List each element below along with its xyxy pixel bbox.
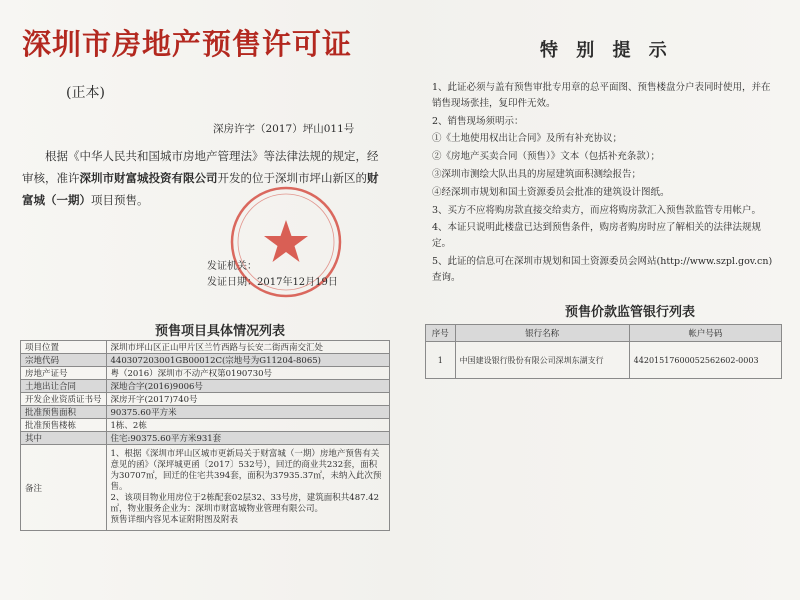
row-label: 开发企业资质证书号 [21, 393, 107, 406]
approval-text-part-3: 项目预售。 [91, 193, 149, 207]
project-name: 财富城（一期） [22, 171, 379, 207]
table-row [21, 380, 390, 393]
notice-item: ②《房地产买卖合同（预售）》文本（包括补充条款）； [432, 151, 661, 163]
table-row [21, 419, 390, 432]
approval-text-part-1: 根据《中华人民共和国城市房地产管理法》等法律法规的规定，经审核，准许 [22, 149, 379, 185]
bank-account: 44201517600052562602-0003 [629, 342, 781, 379]
notice-title: 特 别 提 示 [540, 40, 673, 61]
remark-line: 预售详细内容见本证附附图及附表 [110, 515, 239, 525]
bank-table [425, 324, 782, 379]
copy-note: (正本) [66, 85, 105, 101]
issue-date: 发证日期：2017年12月19日 [207, 277, 338, 288]
notice-item: ①《土地使用权出让合同》及所有补充协议； [432, 133, 623, 145]
notice-item: 4、本证只说明此楼盘已达到预售条件，购房者购房时应了解相关的法律法规规定。 [432, 222, 762, 250]
table-row [21, 432, 390, 445]
row-label: 房地产证号 [21, 367, 107, 380]
row-label: 土地出让合同 [21, 380, 107, 393]
row-value: 深房开字(2017)740号 [106, 393, 389, 406]
notice-item: ④经深圳市规划和国土资源委员会批准的建筑设计图纸。 [432, 186, 670, 198]
notice-item: 5、此证的信息可在深圳市规划和国土资源委员会网站(http://www.szpl.gov.cn)查询。 [432, 255, 773, 283]
developer-name: 深圳市财富城投资有限公司 [79, 171, 218, 185]
row-value: 住宅:90375.60平方米931套 [106, 432, 389, 445]
row-value: 深圳市坪山区正山甲片区兰竹西路与长安二街西南交汇处 [106, 341, 389, 354]
notice-item: 1、此证必须与盖有预售审批专用章的总平面图、预售楼盘分户表同时使用，并在销售现场张挂，复印件无效。 [432, 82, 771, 109]
notice-item: ③深圳市测绘大队出具的房屋建筑面积测绘报告； [432, 168, 642, 180]
issuer-block [207, 259, 338, 291]
row-label: 批准预售楼栋 [21, 419, 107, 432]
remark-content [106, 445, 389, 531]
row-value: 440307203001GB00012C(宗地号为G11204-8065) [106, 354, 389, 367]
project-details-table [20, 340, 390, 531]
column-header: 序号 [426, 325, 456, 342]
row-label: 宗地代码 [21, 354, 107, 367]
approval-text-part-2: 开发的位于深圳市坪山新区的 [217, 171, 367, 185]
table-row [21, 367, 390, 380]
project-table-title: 预售项目具体情况列表 [154, 324, 285, 339]
remark-row [21, 445, 390, 531]
certificate-title: 深圳市房地产预售许可证 [22, 27, 353, 61]
column-header: 银行名称 [455, 325, 629, 342]
row-label: 其中 [21, 432, 107, 445]
remark-line: 1、根据《深圳市坪山区城市更新局关于财富城（一期）房地产预售有关意见的函》（深坪城更函〔2017〕532号），回迁的商业共232套，面积为30707㎡，回迁的住宅共394套，面积为37935.37㎡，未纳入此次预售。 [110, 449, 382, 492]
row-label: 批准预售面积 [21, 406, 107, 419]
row-value: 粤（2016）深圳市不动产权第0190730号 [106, 367, 389, 380]
remark-label: 备注 [21, 445, 107, 531]
column-header: 帐户号码 [629, 325, 781, 342]
bank-table-title: 预售价款监管银行列表 [564, 305, 695, 320]
table-row [426, 342, 782, 379]
row-label: 项目位置 [21, 341, 107, 354]
notice-item: 2、销售现场须明示： [432, 115, 524, 127]
row-value: 90375.60平方米 [106, 406, 389, 419]
table-row [21, 341, 390, 354]
issuer-label: 发证机关： [207, 261, 257, 272]
notice-list [432, 80, 780, 288]
row-value: 深地合字(2016)9006号 [106, 380, 389, 393]
bank-bank: 中国建设银行股份有限公司深圳东湖支行 [455, 342, 629, 379]
table-row [21, 406, 390, 419]
notice-item: 3、买方不应将购房款直接交给卖方，而应将购房款汇入预售款监管专用帐户。 [432, 204, 762, 216]
document-number: 深房许字（2017）坪山011号 [213, 123, 355, 135]
table-row [21, 354, 390, 367]
row-value: 1栋、2栋 [106, 419, 389, 432]
remark-line: 2、该项目物业用房位于2栋配套02层32、33号房，建筑面积共487.42㎡，物业服务企业为：深圳市财富城物业管理有限公司。 [110, 493, 380, 514]
table-row [21, 393, 390, 406]
bank-no: 1 [426, 342, 456, 379]
